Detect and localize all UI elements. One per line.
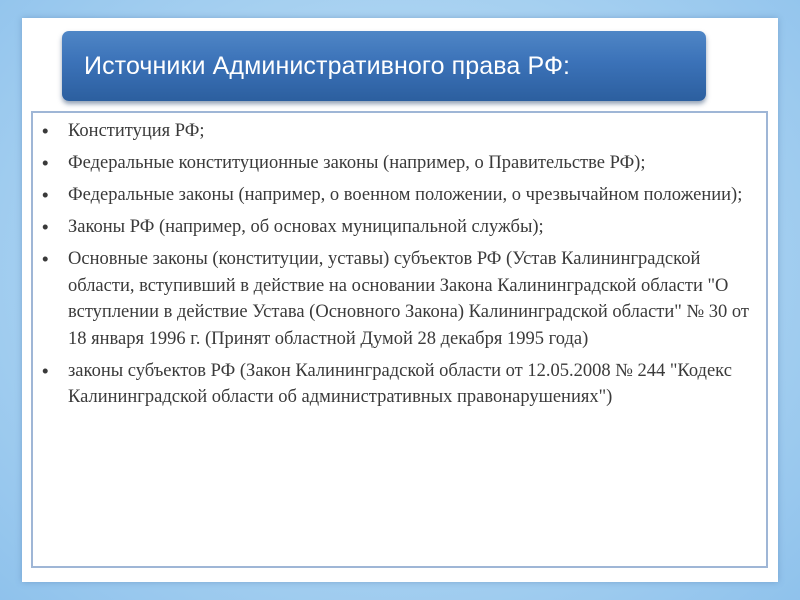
list-item-text: Федеральные законы (например, о военном положении, о чрезвычайном положении); [68,185,743,205]
title-banner [62,31,706,101]
list-item-text: Конституция РФ; [68,121,205,141]
list-item [40,246,770,352]
bullet-icon: • [42,248,49,269]
list-item [40,214,770,241]
bullet-icon: • [42,152,49,173]
bullet-icon: • [42,359,49,381]
list-item [40,182,770,209]
bullet-icon: • [42,216,49,237]
sources-list [40,118,770,416]
bullet-icon: • [42,184,49,205]
list-item-text: Основные законы (конституции, уставы) субъектов РФ (Устав Калининградской области, вступивший в действие на основании Закона Калининградской области "О вступлении в действие Устава (Основного Закона) Калининградской области" № 30 от 18 января 1996 г. (Принят областной Думой 28 декабря 1995 года) [68,249,749,349]
slide-title: Источники Административного права РФ: [84,51,571,80]
list-item [40,118,770,145]
list-item-text: Законы РФ (например, об основах муниципальной службы); [68,217,544,237]
bullet-icon: • [42,120,49,141]
list-item-text: Федеральные конституционные законы (например, о Правительстве РФ); [68,153,646,173]
list-item [40,150,770,177]
list-item-text: законы субъектов РФ (Закон Калининградской области от 12.05.2008 № 244 "Кодекс Калининградской области об административных правонарушениях") [68,360,732,407]
list-item [40,358,770,411]
